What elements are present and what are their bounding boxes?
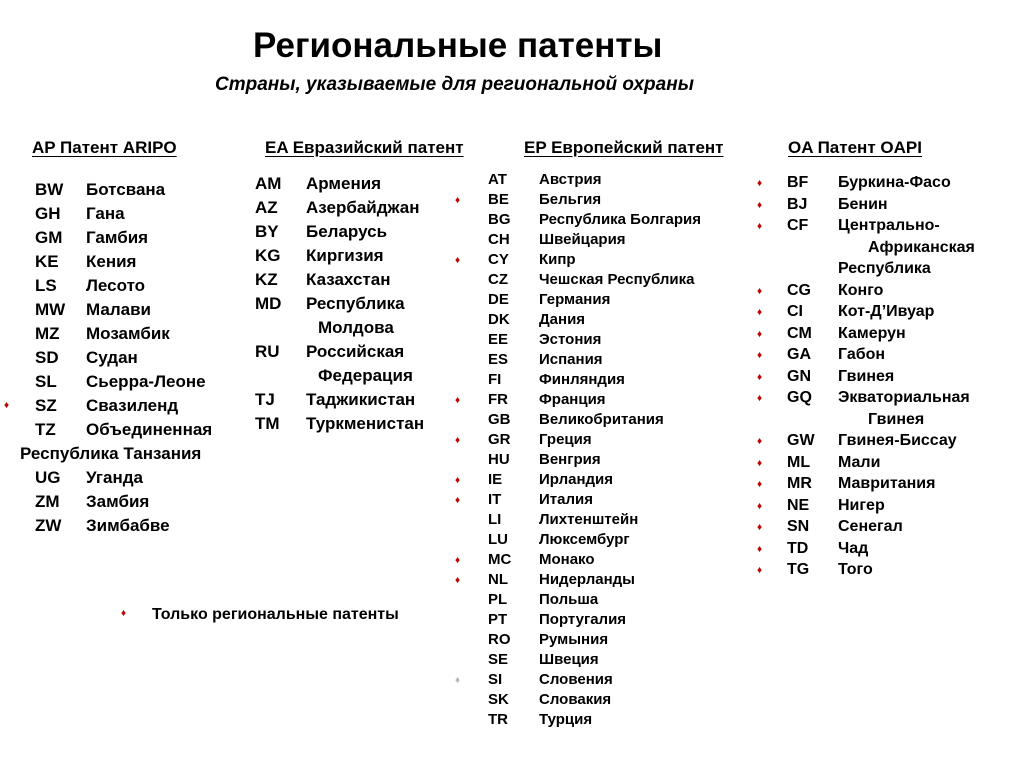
country-code: TJ: [255, 390, 275, 409]
country-code: DK: [488, 311, 510, 328]
country-code: KG: [255, 246, 281, 265]
country-name: Свазиленд: [86, 396, 179, 415]
country-name: Сенегал: [838, 518, 903, 535]
bullet-icon: ♦: [757, 371, 763, 383]
bullet-icon: ♦: [757, 178, 763, 189]
country-code: CY: [488, 251, 509, 268]
country-code: SK: [488, 691, 509, 708]
column-header-oapi: OA Патент OAPI: [788, 138, 922, 157]
country-name: Словакия: [539, 691, 612, 708]
bullet-icon: ♦: [757, 307, 763, 318]
country-code: GQ: [787, 389, 812, 406]
country-name-continuation: Молдова: [318, 318, 394, 337]
country-name: Словения: [539, 671, 613, 688]
country-name: Швейцария: [539, 231, 626, 248]
country-name: Франция: [539, 391, 606, 408]
country-name: Кипр: [539, 251, 576, 268]
bullet-icon: ♦: [757, 436, 763, 447]
country-name: Киргизия: [306, 246, 384, 265]
bullet-icon: ♦: [455, 395, 461, 406]
country-name: Республика Болгария: [539, 211, 702, 228]
bullet-icon: ♦: [757, 500, 763, 512]
country-code: LS: [35, 276, 57, 295]
country-code: SD: [35, 348, 59, 367]
country-name: Ирландия: [539, 471, 613, 488]
country-code: ML: [787, 453, 811, 471]
country-name: Зимбабве: [86, 516, 170, 535]
country-code: GA: [787, 346, 811, 363]
bullet-icon: ♦: [4, 400, 10, 411]
country-code: BE: [488, 191, 509, 208]
country-code: SE: [488, 651, 509, 668]
bullet-icon: ♦: [455, 435, 461, 446]
country-name: Кения: [86, 252, 137, 271]
bullet-icon: ♦: [455, 255, 461, 266]
country-code: GN: [787, 367, 811, 385]
country-code: MC: [488, 551, 512, 568]
country-code: SI: [488, 671, 503, 688]
country-name: Сьерра-Леоне: [86, 372, 206, 391]
country-name: Таджикистан: [306, 390, 416, 409]
country-name: Нидерланды: [539, 571, 635, 588]
country-code: BW: [35, 180, 64, 199]
country-name: Бенин: [838, 195, 888, 213]
country-code: TG: [787, 561, 810, 578]
country-name: Объединенная: [86, 420, 213, 439]
country-code: KZ: [255, 270, 278, 289]
country-name-continuation: Федерация: [318, 366, 413, 385]
country-code: AZ: [255, 198, 278, 217]
country-name: Казахстан: [306, 270, 391, 289]
country-name: Малави: [86, 300, 151, 319]
bullet-icon: ♦: [757, 221, 763, 232]
country-name: Испания: [539, 351, 603, 368]
country-name: Швеция: [539, 651, 599, 668]
country-name: Габон: [838, 346, 886, 363]
country-name: Экваториальная: [838, 389, 970, 406]
country-code: TD: [787, 539, 809, 557]
country-name: Чешская Республика: [539, 271, 695, 288]
country-name: Гана: [86, 204, 125, 223]
country-code: CM: [787, 324, 812, 342]
country-name: Турция: [539, 711, 593, 728]
country-code: CZ: [488, 271, 508, 288]
country-code: PL: [488, 591, 508, 608]
country-code: RU: [255, 342, 280, 361]
country-code: ES: [488, 351, 509, 368]
country-code: FR: [488, 391, 508, 408]
country-name-continuation: Гвинея: [868, 410, 925, 428]
country-name: Австрия: [539, 171, 602, 188]
country-code: IE: [488, 471, 503, 488]
country-name: Гамбия: [86, 228, 149, 247]
country-name: Буркина-Фасо: [838, 174, 951, 191]
country-code: LU: [488, 531, 508, 548]
country-name-continuation: Республика Танзания: [20, 444, 202, 463]
country-code: AT: [488, 171, 507, 188]
country-name: Беларусь: [306, 222, 388, 241]
bullet-icon: ♦: [455, 495, 461, 506]
country-code: GB: [488, 411, 511, 428]
country-name: Дания: [539, 311, 586, 328]
country-name: Лесото: [86, 276, 146, 295]
country-name: Финляндия: [539, 371, 625, 388]
country-code: GM: [35, 228, 63, 247]
country-code: EE: [488, 331, 509, 348]
country-name: Азербайджан: [306, 198, 420, 217]
country-name: Великобритания: [539, 411, 664, 428]
bullet-icon: ♦: [455, 475, 461, 486]
country-name: Кот-Д’Ивуар: [838, 303, 935, 320]
country-code: CG: [787, 281, 811, 299]
country-code: TM: [255, 414, 280, 433]
country-name: Мозамбик: [86, 324, 170, 343]
country-name: Греция: [539, 431, 592, 448]
country-code: BJ: [787, 195, 808, 213]
bullet-icon: ♦: [757, 350, 763, 361]
country-name: Судан: [86, 348, 138, 367]
country-code: BY: [255, 222, 279, 241]
country-code: AM: [255, 174, 282, 193]
column-header-eurasian: EA Евразийский патент: [265, 138, 464, 157]
country-name: Нигер: [838, 496, 885, 514]
country-code: CH: [488, 231, 510, 248]
country-name: Армения: [306, 174, 382, 193]
country-name: Румыния: [539, 631, 609, 648]
column-header-european: EP Европейский патент: [524, 138, 724, 157]
country-code: MW: [35, 300, 66, 319]
country-name: Чад: [838, 539, 869, 557]
country-code: PT: [488, 611, 508, 628]
country-code: SL: [35, 372, 57, 391]
bullet-icon: ♦: [455, 675, 461, 686]
bullet-icon: ♦: [757, 393, 763, 404]
bullet-icon: ♦: [455, 575, 461, 586]
country-name: Германия: [539, 291, 611, 308]
country-name: Замбия: [86, 492, 150, 511]
country-name: Мали: [838, 453, 881, 471]
country-code: FI: [488, 371, 502, 388]
country-name-continuation: Республика: [838, 260, 931, 277]
bullet-icon: ♦: [757, 285, 763, 297]
country-code: IT: [488, 491, 502, 508]
country-name: Того: [838, 561, 873, 578]
bullet-icon: ♦: [757, 565, 763, 576]
country-name: Российская: [306, 342, 405, 361]
country-name: Гвинея: [838, 367, 895, 385]
bullet-icon: ♦: [757, 522, 763, 533]
country-code: MZ: [35, 324, 60, 343]
country-code: GW: [787, 432, 815, 449]
column-header-aripo: AP Патент ARIPO: [32, 138, 177, 157]
country-name: Монако: [539, 551, 595, 568]
country-code: SN: [787, 518, 810, 535]
country-code: LI: [488, 511, 502, 528]
country-name-continuation: Африканская: [868, 238, 975, 256]
country-code: MD: [255, 294, 282, 313]
country-code: CI: [787, 303, 803, 320]
country-name: Центрально-: [838, 217, 940, 234]
country-name: Уганда: [86, 468, 143, 487]
country-code: SZ: [35, 396, 57, 415]
country-name: Эстония: [539, 331, 602, 348]
country-name: Камерун: [838, 324, 906, 342]
country-name: Португалия: [539, 611, 627, 628]
bullet-icon: ♦: [757, 543, 763, 555]
bullet-icon: ♦: [757, 199, 763, 211]
country-code: UG: [35, 468, 61, 487]
country-code: GR: [488, 431, 511, 448]
country-code: DE: [488, 291, 509, 308]
bullet-icon: ♦: [757, 328, 763, 340]
legend-note: Только региональные патенты: [152, 606, 399, 623]
page-title: Региональные патенты: [253, 26, 663, 65]
country-name: Ботсвана: [86, 180, 166, 199]
country-name: Туркменистан: [306, 414, 425, 433]
country-code: NE: [787, 496, 810, 514]
page-subtitle: Страны, указываемые для региональной охраны: [215, 74, 694, 95]
country-code: HU: [488, 451, 510, 468]
country-code: BF: [787, 174, 809, 191]
country-code: ZW: [35, 516, 62, 535]
country-name: Италия: [539, 491, 593, 508]
country-name: Венгрия: [539, 451, 601, 468]
country-code: TR: [488, 711, 508, 728]
country-name: Польша: [539, 591, 599, 608]
country-name: Гвинея-Биссау: [838, 432, 957, 449]
bullet-icon: ♦: [757, 457, 763, 469]
country-code: KE: [35, 252, 59, 271]
country-name: Лихтенштейн: [539, 511, 639, 528]
country-name: Мавритания: [838, 475, 936, 492]
country-name: Конго: [838, 281, 884, 299]
country-code: NL: [488, 571, 508, 588]
country-code: TZ: [35, 420, 56, 439]
bullet-icon: ♦: [121, 608, 127, 619]
country-code: GH: [35, 204, 61, 223]
country-code: RO: [488, 631, 511, 648]
country-name: Бельгия: [539, 191, 602, 208]
bullet-icon: ♦: [757, 479, 763, 490]
country-code: CF: [787, 217, 809, 234]
country-name: Люксембург: [539, 531, 630, 548]
country-code: MR: [787, 475, 812, 492]
country-name: Республика: [306, 294, 405, 313]
country-code: ZM: [35, 492, 60, 511]
bullet-icon: ♦: [455, 195, 461, 206]
country-code: BG: [488, 211, 511, 228]
bullet-icon: ♦: [455, 555, 461, 566]
